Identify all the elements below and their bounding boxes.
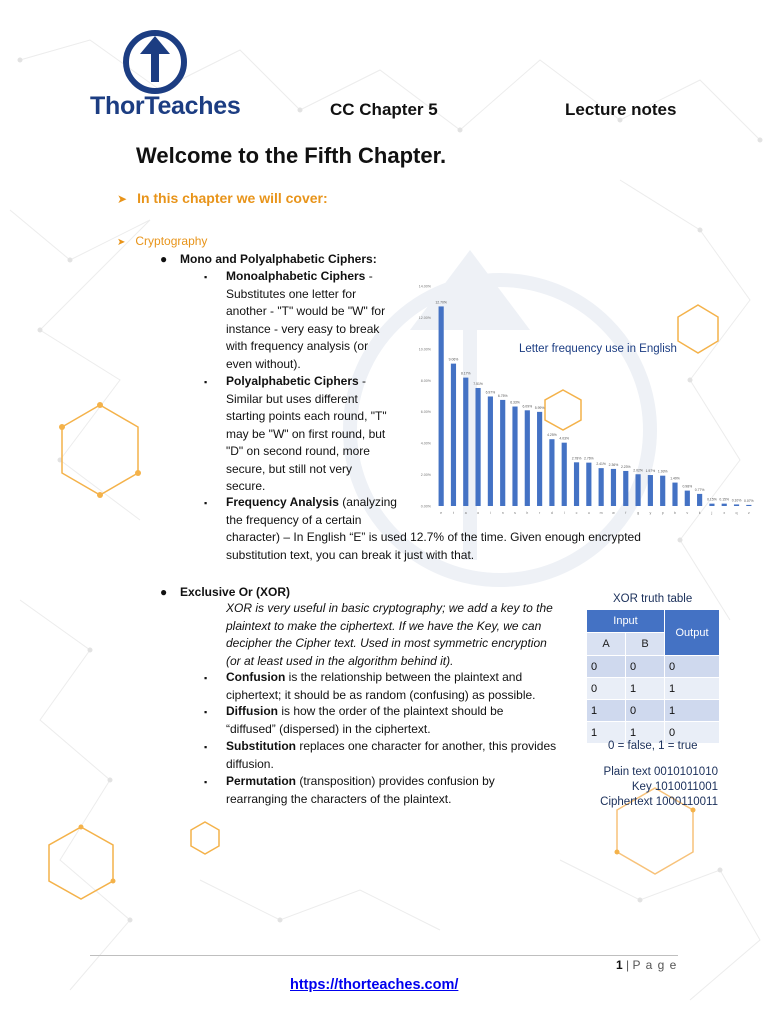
bullet-square-icon: ▪ [204,272,208,282]
bar-q [734,504,739,506]
x-tick-label: b [674,511,676,515]
xor-truth-table [586,609,720,744]
table-row: 0 1 1 [587,678,720,700]
y-tick-label: 8.00% [420,378,431,383]
bar-z [746,505,751,506]
value-label: 7.51% [473,381,483,386]
x-tick-label: c [575,511,578,515]
x-tick-label: e [440,511,443,515]
bar-k [697,494,702,506]
mono-poly-heading: Mono and Polyalphabetic Ciphers: [180,252,377,266]
value-label: 1.93% [657,469,668,474]
footer-divider [90,955,678,956]
bullet-square-icon: ▪ [204,377,208,387]
x-tick-label: u [587,511,590,515]
value-label: 0.77% [694,487,705,492]
course-title: CC Chapter 5 [330,100,438,119]
bullet-dot-icon: ● [160,252,168,266]
value-label: 1.97% [645,469,656,474]
col-a-header: A [587,633,626,656]
bullet-dot-icon: ● [160,585,168,599]
bar-n [500,400,505,506]
x-tick-label: v [686,511,689,515]
letter-frequency-chart [415,278,760,523]
value-label: 1.49% [670,476,680,481]
x-tick-label: x [723,511,726,515]
x-tick-label: a [464,511,467,515]
arrow-bullet-icon: ➤ [117,192,128,206]
bullet-square-icon: ▪ [204,777,208,787]
value-label: 0.98% [682,484,693,489]
y-tick-label: 10.00% [418,347,431,352]
value-label: 12.70% [435,300,447,305]
x-tick-label: i [489,511,491,515]
x-tick-label: p [661,511,664,515]
value-label: 4.25% [547,433,557,438]
logo-text: ThorTeaches [90,92,241,120]
chart-title: Letter frequency use in English [519,343,677,355]
bar-m [599,468,604,506]
website-link[interactable]: https://thorteaches.com/ [290,977,459,993]
arrow-bullet-icon: ➤ [117,237,126,248]
value-label: 2.02% [633,468,643,473]
bullet-square-icon: ▪ [204,742,208,752]
xor-table-title: XOR truth table [613,593,693,605]
y-tick-label: 0.00% [420,504,431,509]
bar-r [537,412,542,506]
mono-description: Monoalphabetic Ciphers - Substitutes one letter for another - "T" would be "W" for instance - very easy to break with frequency analysis (or even without). [226,269,386,371]
x-tick-label: d [550,511,553,515]
x-tick-label: m [599,511,603,515]
x-tick-label: g [637,511,640,515]
bar-a [463,378,468,506]
x-tick-label: s [514,511,516,515]
thorteaches-logo-icon [120,28,190,96]
y-tick-label: 12.00% [418,315,431,320]
xor-example: Plain text 0010101010 Key 1010011001 Ciphertext 1000110011 [600,766,718,808]
x-tick-label: f [625,511,627,515]
bar-s [512,407,517,506]
value-label: 0.07% [744,498,754,503]
table-row: 1 0 1 [587,700,720,722]
bullet-square-icon: ▪ [204,673,208,683]
bar-l [562,443,567,506]
bullet-square-icon: ▪ [204,707,208,717]
x-tick-label: t [452,511,454,515]
col-b-header: B [626,633,665,656]
y-tick-label: 6.00% [420,410,431,415]
bullet-square-icon: ▪ [204,498,208,508]
bar-c [574,462,579,506]
bar-d [549,439,554,506]
value-label: 4.03% [559,436,570,441]
y-tick-label: 14.00% [418,284,431,289]
x-tick-label: j [711,511,713,515]
x-tick-label: k [698,511,701,515]
bar-x [722,504,727,506]
x-tick-label: o [477,511,480,515]
value-label: 6.09% [522,404,533,409]
value-label: 2.76% [584,456,594,461]
xor-legend: 0 = false, 1 = true [608,740,698,752]
bar-t [451,364,456,506]
x-tick-label: w [612,511,615,515]
intro-heading: ➤ In this chapter we will cover: [117,190,328,206]
footer-link-wrap [290,976,458,994]
bar-b [672,483,677,506]
bar-o [475,388,480,506]
substitution-item: Substitution replaces one character for another, this provides diffusion. [226,739,557,771]
value-label: 6.75% [497,393,508,398]
confusion-item: Confusion is the relationship between the plaintext and ciphertext; it should be as random (confusing) as possible. [226,670,536,702]
table-row: 0 0 0 [587,656,720,678]
value-label: 2.36% [608,462,619,467]
x-tick-label: h [526,511,529,515]
input-header: Input [587,610,665,633]
diffusion-item: Diffusion is how the order of the plaintext should be “diffused” (dispersed) in the ciphertext. [226,704,504,736]
value-label: 6.97% [485,390,496,395]
value-label: 6.33% [510,400,520,405]
y-tick-label: 4.00% [420,441,431,446]
y-tick-label: 2.00% [420,473,431,478]
bar-j [709,504,714,506]
value-label: 8.17% [460,371,471,376]
x-tick-label: y [649,511,652,515]
value-label: 0.10% [731,498,742,503]
bar-v [685,491,690,506]
doc-type: Lecture notes [565,100,677,119]
xor-heading: Exclusive Or (XOR) [180,585,291,599]
frequency-description: Frequency Analysis (analyzing the frequency of a certain character) – In English “E” is used 12.7% of the time. Given enough encrypted substitution text, you can break it just with that. [226,495,641,562]
value-label: 2.23% [620,464,631,469]
bar-w [611,469,616,506]
page-number: 1 | P a g e [616,958,678,972]
x-tick-label: l [563,511,565,515]
permutation-item: Permutation (transposition) provides confusion by rearranging the characters of the plaintext. [226,774,495,806]
bar-y [648,475,653,506]
page-title: Welcome to the Fifth Chapter. [136,143,447,168]
value-label: 5.99% [534,405,545,410]
x-tick-label: q [735,511,738,515]
bar-g [635,474,640,506]
output-header: Output [665,610,720,656]
bar-p [660,476,665,506]
table-row: 1 1 0 [587,722,720,744]
xor-intro: XOR is very useful in basic cryptography; we add a key to the plaintext to make the ciphertext. If we have the Key, we can decipher the Cipher text. Used in most symmetric encryption (or at least used in the algorithm behind it). [226,601,553,668]
bar-h [525,410,530,506]
bar-f [623,471,628,506]
value-label: 9.06% [448,357,459,362]
value-label: 0.15% [719,497,730,502]
poly-description: Polyalphabetic Ciphers - Similar but uses different starting points each round, "T" may be "W" on first round, but "D" on second round, more secure, but still not very secure. [226,374,387,493]
value-label: 2.78% [571,456,582,461]
value-label: 0.15% [707,497,717,502]
bar-u [586,463,591,506]
x-tick-label: r [539,511,541,515]
bar-i [488,396,493,506]
x-tick-label: n [501,511,504,515]
x-tick-label: z [747,511,750,515]
value-label: 2.41% [596,462,606,467]
bar-e [439,306,444,506]
section-cryptography: ➤ Cryptography [117,234,208,248]
